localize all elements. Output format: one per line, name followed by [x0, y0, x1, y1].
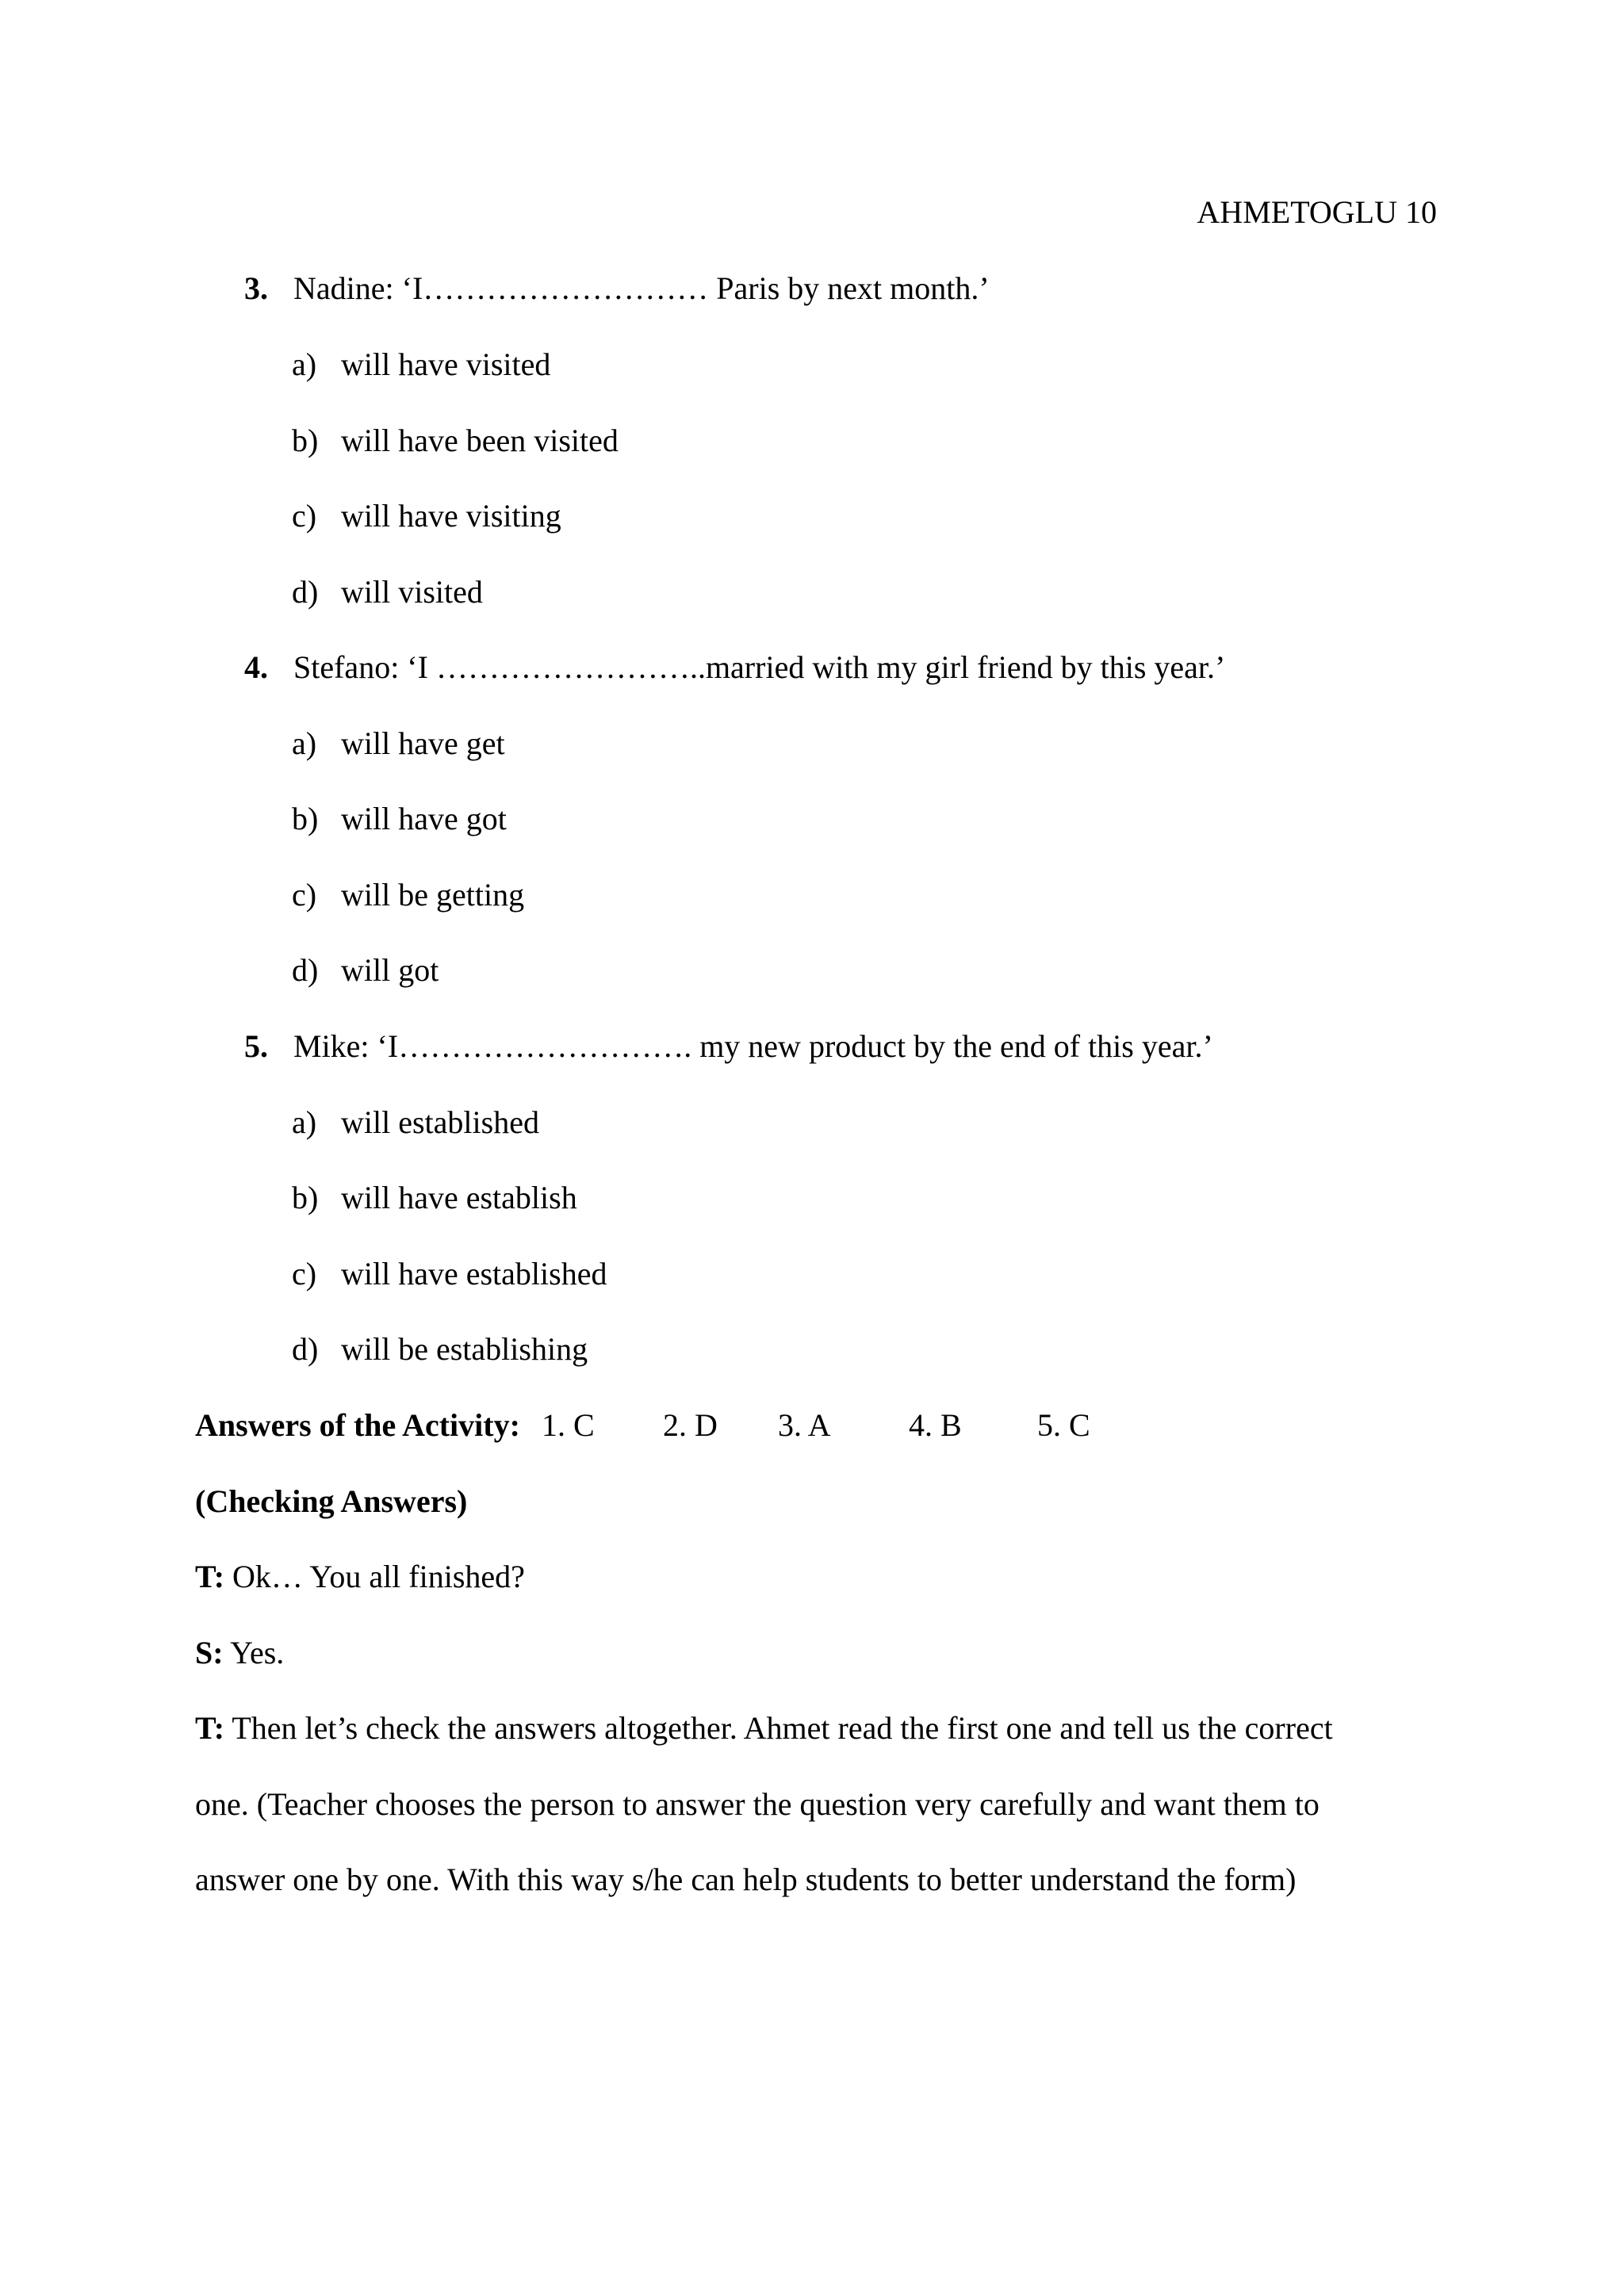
question-text: Mike: ‘I………………………. my new product by the end of this year.’	[293, 1028, 1213, 1064]
option-text: will have got	[341, 801, 507, 836]
option-text: will got	[341, 952, 439, 988]
dialogue-text: Yes.	[230, 1635, 285, 1670]
option-text: will have get	[341, 725, 505, 761]
dialogue-text: Ok… You all finished?	[232, 1559, 525, 1594]
speaker-label: T:	[195, 1710, 225, 1746]
option-5b	[292, 1182, 577, 1214]
option-letter: c)	[292, 1256, 317, 1292]
option-text: will have been visited	[341, 423, 619, 458]
option-text: will have established	[341, 1256, 607, 1292]
running-header: AHMETOGLU 10	[1197, 194, 1437, 230]
option-text: will have establish	[341, 1180, 577, 1215]
option-letter: b)	[292, 1180, 319, 1215]
answer-item: 3. A	[778, 1407, 831, 1443]
question-3	[244, 270, 990, 306]
option-3a	[292, 346, 551, 382]
dialogue-line	[195, 1637, 284, 1669]
option-letter: b)	[292, 801, 319, 836]
dialogue-line	[195, 1561, 525, 1593]
option-4d	[292, 952, 439, 988]
option-3b	[292, 425, 619, 457]
option-4b	[292, 803, 507, 835]
option-text: will established	[341, 1104, 539, 1140]
option-letter: d)	[292, 574, 319, 610]
dialogue-text: Then let’s check the answers altogether. Ahmet read the first one and tell us the correct	[232, 1710, 1333, 1746]
option-3c	[292, 500, 561, 532]
question-5	[244, 1028, 1213, 1064]
option-5c	[292, 1258, 607, 1290]
option-3d	[292, 576, 483, 608]
option-text: will be establishing	[341, 1331, 588, 1367]
option-letter: c)	[292, 498, 317, 534]
option-4c	[292, 879, 524, 911]
answer-item: 1. C	[542, 1407, 595, 1443]
paragraph-line: one. (Teacher chooses the person to answer the question very carefully and want them to	[195, 1786, 1320, 1822]
option-letter: c)	[292, 877, 317, 913]
option-letter: d)	[292, 1331, 319, 1367]
answer-item: 5. C	[1037, 1407, 1090, 1443]
option-5d	[292, 1331, 588, 1367]
question-text: Stefano: ‘I ……………………..married with my girl friend by this year.’	[293, 649, 1226, 685]
option-letter: a)	[292, 725, 317, 761]
option-letter: a)	[292, 1104, 317, 1140]
question-4	[244, 649, 1226, 685]
option-letter: b)	[292, 423, 319, 458]
checking-heading: (Checking Answers)	[195, 1483, 468, 1519]
speaker-label: S:	[195, 1635, 224, 1670]
answer-item: 2. D	[663, 1407, 718, 1443]
option-5a	[292, 1104, 539, 1140]
option-letter: a)	[292, 346, 317, 382]
question-number: 4.	[244, 649, 268, 685]
option-text: will visited	[341, 574, 483, 610]
answer-item: 4. B	[909, 1407, 962, 1443]
answers-line	[195, 1407, 1090, 1443]
option-text: will have visited	[341, 346, 551, 382]
answers-label: Answers of the Activity:	[195, 1407, 520, 1443]
option-4a	[292, 725, 505, 761]
question-number: 5.	[244, 1028, 268, 1064]
question-number: 3.	[244, 270, 268, 306]
paragraph-line: answer one by one. With this way s/he can help students to better understand the form)	[195, 1862, 1297, 1897]
dialogue-line	[195, 1712, 1333, 1744]
speaker-label: T:	[195, 1559, 225, 1594]
option-letter: d)	[292, 952, 319, 988]
option-text: will have visiting	[341, 498, 561, 534]
question-text: Nadine: ‘I……………………… Paris by next month.’	[293, 270, 990, 306]
option-text: will be getting	[341, 877, 525, 913]
